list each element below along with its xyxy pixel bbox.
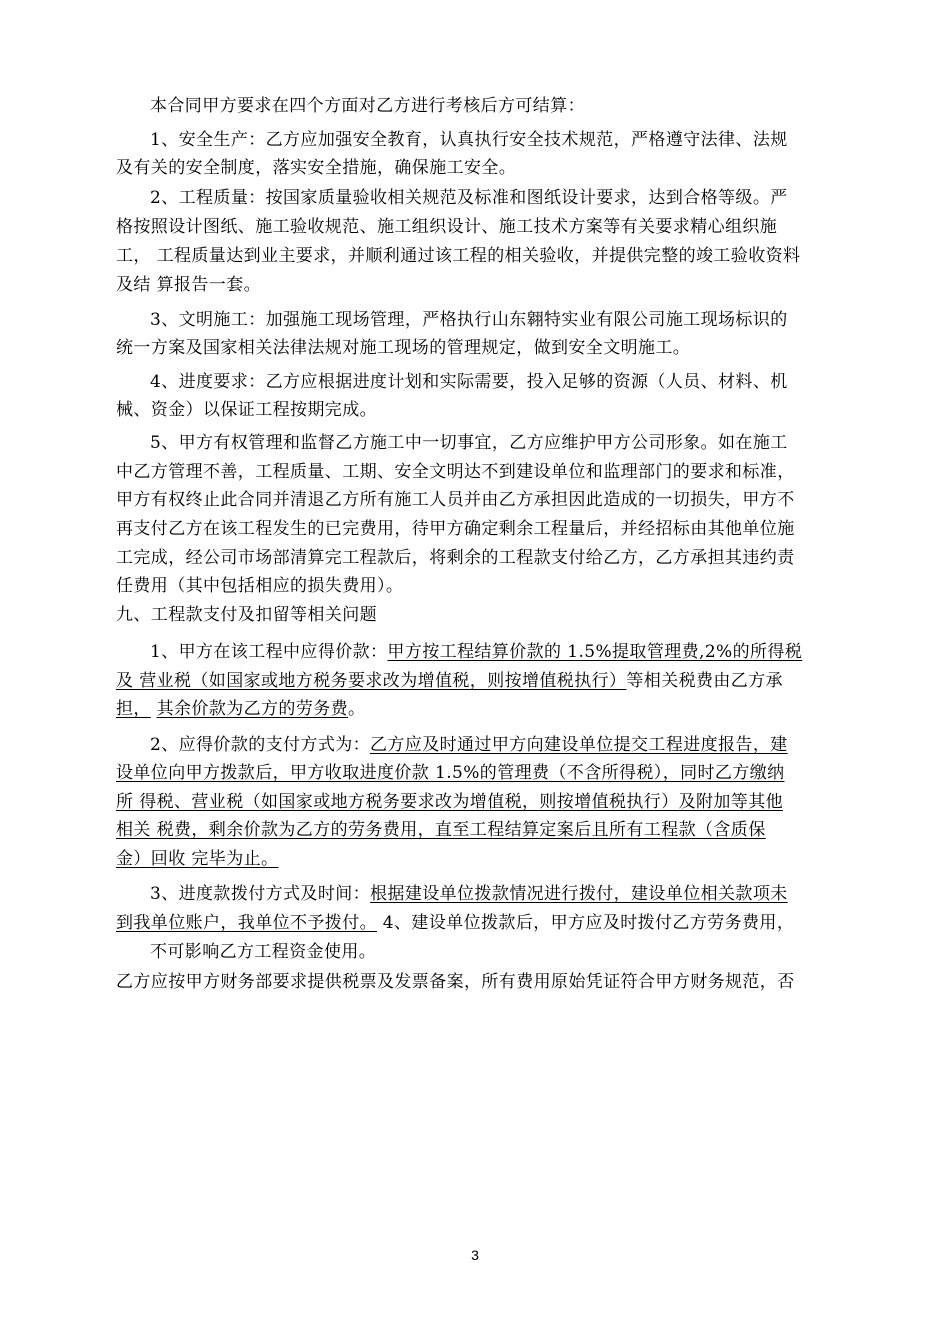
text-run: 工完成，经公司市场部清算完工程款后，将剩余的工程款支付给乙方，乙方承担其违约责 — [116, 548, 795, 568]
text-run: 工， 工程质量达到业主要求，并顺利通过该工程的相关验收，并提供完整的竣工验收资料 — [116, 246, 801, 266]
text-run: 。 — [348, 699, 366, 719]
underlined-text: 根据建设单位拨款情况进行拨付，建设单位相关款项未 — [370, 884, 788, 904]
text-run: 1、安全生产：乙方应加强安全教育，认真执行安全技术规范，严格遵守法律、法规 — [150, 130, 788, 150]
underlined-text: 乙方应及时通过甲方向建设单位提交工程进度报告，建 — [370, 735, 788, 755]
text-run: 等相关税费由乙方承 — [626, 671, 784, 691]
text-line — [116, 971, 870, 993]
text-line — [116, 337, 870, 359]
text-line — [150, 734, 870, 756]
text-run: 不可影响乙方工程资金使用。 — [150, 942, 377, 962]
underlined-text: 相关 税费，剩余价款为乙方的劳务费用，直至工程结算定案后且所有工程款（含质保 — [116, 820, 766, 840]
text-run: 2、应得价款的支付方式为： — [150, 735, 371, 755]
text-line — [116, 670, 870, 692]
text-line — [116, 547, 870, 569]
text-run: 及结 算报告一套。 — [116, 275, 262, 295]
text-line — [116, 274, 870, 296]
text-line — [150, 641, 870, 663]
text-line — [116, 848, 870, 870]
text-run: 中乙方管理不善，工程质量、工期、安全文明达不到建设单位和监理部门的要求和标准， — [116, 462, 795, 482]
underlined-text: 到我单位账户，我单位不予拨付。 — [116, 913, 377, 933]
text-run: 械、资金）以保证工程按期完成。 — [116, 400, 377, 420]
text-line — [116, 245, 870, 267]
text-line — [150, 187, 870, 209]
text-line — [116, 157, 870, 179]
text-line — [116, 762, 870, 784]
text-line — [116, 489, 870, 511]
text-line — [116, 575, 870, 597]
text-run: 格按照设计图纸、施工验收规范、施工组织设计、施工技术方案等有关要求精心组织施 — [116, 217, 778, 237]
text-line — [116, 399, 870, 421]
text-run: 九、工程款支付及扣留等相关问题 — [116, 605, 377, 625]
text-run: 任费用（其中包括相应的损失费用）。 — [116, 576, 404, 596]
text-line — [116, 791, 870, 813]
underlined-text: 所 得税、营业税（如国家或地方税务要求改为增值税，则按增值税执行）及附加等其他 — [116, 792, 784, 812]
text-line — [150, 941, 870, 963]
text-run: 1、甲方在该工程中应得价款： — [150, 642, 388, 662]
text-line — [116, 216, 870, 238]
text-run: 3、文明施工：加强施工现场管理，严格执行山东翱特实业有限公司施工现场标识的 — [150, 310, 788, 330]
text-run: 统一方案及国家相关法律法规对施工现场的管理规定，做到安全文明施工。 — [116, 338, 691, 358]
text-line — [150, 432, 870, 454]
underlined-text: 其余价款为乙方的劳务费 — [156, 699, 349, 719]
text-run: 本合同甲方要求在四个方面对乙方进行考核后方可结算： — [150, 96, 585, 116]
text-run: 4、建设单位拨款后，甲方应及时拨付乙方劳务费用， — [377, 913, 795, 933]
underlined-text: 设单位向甲方拨款后，甲方收取进度价款 1.5%的管理费（不含所得税），同时乙方缴纳 — [116, 763, 785, 783]
text-run: 2、工程质量：按国家质量验收相关规范及标准和图纸设计要求，达到合格等级。严 — [150, 188, 788, 208]
text-line — [150, 883, 870, 905]
text-line — [116, 461, 870, 483]
text-line — [150, 129, 870, 151]
underlined-text: 金）回收 完毕为止。 — [116, 849, 279, 869]
underlined-text: 甲方按工程结算价款的 1.5%提取管理费,2%的所得税 — [387, 642, 803, 662]
text-run: 乙方应按甲方财务部要求提供税票及发票备案，所有费用原始凭证符合甲方财务规范，否 — [116, 972, 795, 992]
text-run: 甲方有权终止此合同并清退乙方所有施工人员并由乙方承担因此造成的一切损失，甲方不 — [116, 490, 795, 510]
text-line — [116, 698, 870, 720]
text-run: 再支付乙方在该工程发生的已完费用，待甲方确定剩余工程量后，并经招标由其他单位施 — [116, 519, 795, 539]
text-run: 3、进度款拨付方式及时间： — [150, 884, 371, 904]
text-line — [116, 518, 870, 540]
page-number: 3 — [471, 1247, 479, 1263]
underlined-text: 担， — [116, 699, 151, 719]
text-line — [150, 309, 870, 331]
text-line — [116, 912, 870, 934]
text-run: 及有关的安全制度，落实安全措施，确保施工安全。 — [116, 158, 517, 178]
text-line — [116, 819, 870, 841]
text-run: 4、进度要求：乙方应根据进度计划和实际需要，投入足够的资源（人员、材料、机 — [150, 372, 788, 392]
underlined-text: 及 营业税（如国家或地方税务要求改为增值税，则按增值税执行） — [116, 671, 627, 691]
text-line — [150, 95, 870, 117]
text-line — [150, 371, 870, 393]
text-line — [116, 604, 870, 626]
text-run: 5、甲方有权管理和监督乙方施工中一切事宜，乙方应维护甲方公司形象。如在施工 — [150, 433, 788, 453]
